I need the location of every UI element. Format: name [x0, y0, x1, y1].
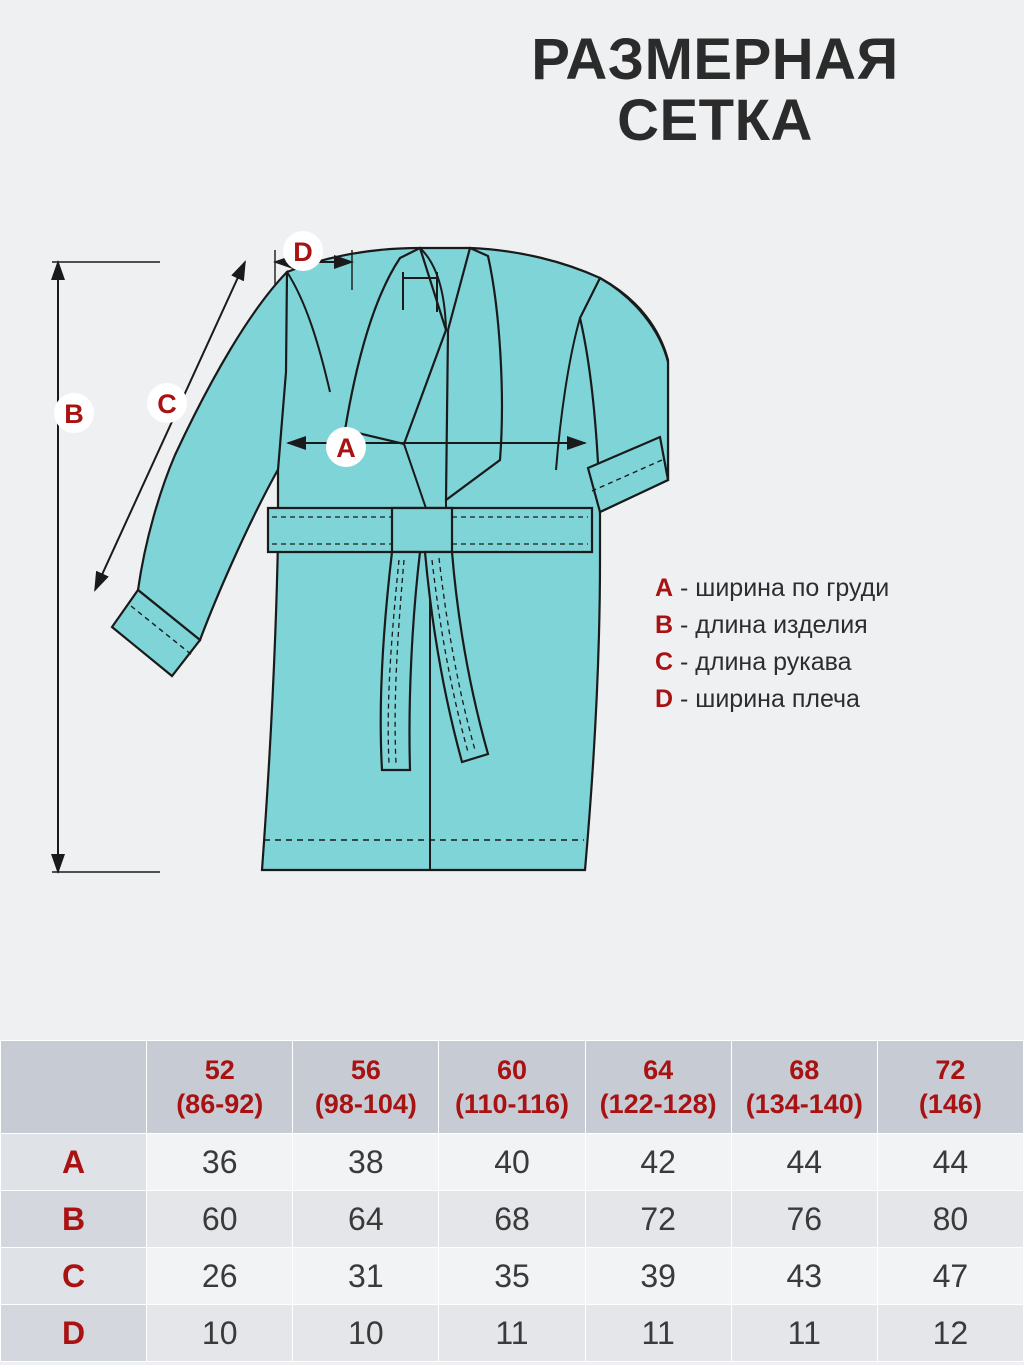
cell-c-4: 43	[731, 1248, 877, 1305]
row-label-c: C	[1, 1248, 147, 1305]
column-header-0	[147, 1041, 293, 1134]
legend-key-a: A	[655, 574, 674, 602]
marker-c-label: C	[157, 389, 177, 419]
table-header-row	[1, 1041, 1024, 1134]
marker-a-badge	[326, 427, 366, 467]
size-table-body	[1, 1134, 1024, 1362]
garment-illustration	[112, 248, 668, 870]
table-row	[1, 1134, 1024, 1191]
marker-d-label: D	[293, 237, 313, 267]
row-label-b: B	[1, 1191, 147, 1248]
cell-a-5: 44	[877, 1134, 1023, 1191]
legend-text-c: - длина рукава	[680, 648, 852, 676]
column-header-2	[439, 1041, 585, 1134]
cell-d-1: 10	[293, 1305, 439, 1362]
table-row	[1, 1248, 1024, 1305]
cell-c-1: 31	[293, 1248, 439, 1305]
legend-text-a: - ширина по груди	[680, 574, 890, 602]
legend-text-b: - длина изделия	[680, 611, 868, 639]
legend-item-a	[655, 570, 995, 607]
column-range-2: (110-116)	[454, 1089, 570, 1119]
column-header-1	[293, 1041, 439, 1134]
legend-item-b	[655, 607, 995, 644]
cell-b-5: 80	[877, 1191, 1023, 1248]
cell-c-5: 47	[877, 1248, 1023, 1305]
cell-c-0: 26	[147, 1248, 293, 1305]
legend-text-d: - ширина плеча	[680, 685, 860, 713]
cell-d-3: 11	[585, 1305, 731, 1362]
cell-d-2: 11	[439, 1305, 585, 1362]
column-header-3	[585, 1041, 731, 1134]
column-size-5: 72	[935, 1055, 966, 1085]
legend-item-d	[655, 681, 995, 718]
column-size-0: 52	[204, 1055, 235, 1085]
row-label-a: A	[1, 1134, 147, 1191]
column-range-1: (98-104)	[314, 1089, 417, 1119]
cell-a-0: 36	[147, 1134, 293, 1191]
marker-b-label: B	[64, 399, 84, 429]
column-size-4: 68	[789, 1055, 820, 1085]
cell-a-1: 38	[293, 1134, 439, 1191]
cell-b-4: 76	[731, 1191, 877, 1248]
column-range-0: (86-92)	[176, 1089, 264, 1119]
cell-c-2: 35	[439, 1248, 585, 1305]
legend-key-b: B	[655, 611, 674, 639]
legend-key-c: C	[655, 648, 674, 676]
cell-b-0: 60	[147, 1191, 293, 1248]
cell-d-5: 12	[877, 1305, 1023, 1362]
marker-a-label: A	[336, 433, 356, 463]
column-size-3: 64	[643, 1055, 674, 1085]
cell-d-4: 11	[731, 1305, 877, 1362]
table-row	[1, 1191, 1024, 1248]
size-table	[0, 1040, 1024, 1362]
title-line-1: РАЗМЕРНАЯ	[531, 27, 899, 92]
column-range-4: (134-140)	[745, 1089, 863, 1119]
column-size-2: 60	[496, 1055, 528, 1085]
legend-key-d: D	[655, 685, 674, 713]
cell-b-2: 68	[439, 1191, 585, 1248]
cell-c-3: 39	[585, 1248, 731, 1305]
table-row	[1, 1305, 1024, 1362]
legend	[655, 570, 995, 718]
cell-b-3: 72	[585, 1191, 731, 1248]
cell-a-4: 44	[731, 1134, 877, 1191]
column-header-4	[731, 1041, 877, 1134]
size-table-head	[1, 1041, 1024, 1134]
column-header-5	[877, 1041, 1023, 1134]
table-corner-cell	[1, 1041, 147, 1134]
cell-d-0: 10	[147, 1305, 293, 1362]
column-size-1: 56	[350, 1055, 381, 1085]
cell-b-1: 64	[293, 1191, 439, 1248]
column-range-5: (146)	[918, 1089, 982, 1119]
cell-a-2: 40	[439, 1134, 585, 1191]
legend-item-c	[655, 644, 995, 681]
column-range-3: (122-128)	[599, 1089, 717, 1119]
marker-d-badge	[283, 231, 323, 271]
row-label-d: D	[1, 1305, 147, 1362]
marker-c-badge	[147, 383, 187, 423]
title-line-2: СЕТКА	[617, 87, 813, 153]
marker-b-badge	[54, 393, 94, 433]
cell-a-3: 42	[585, 1134, 731, 1191]
size-table-wrapper	[0, 1040, 1024, 1362]
